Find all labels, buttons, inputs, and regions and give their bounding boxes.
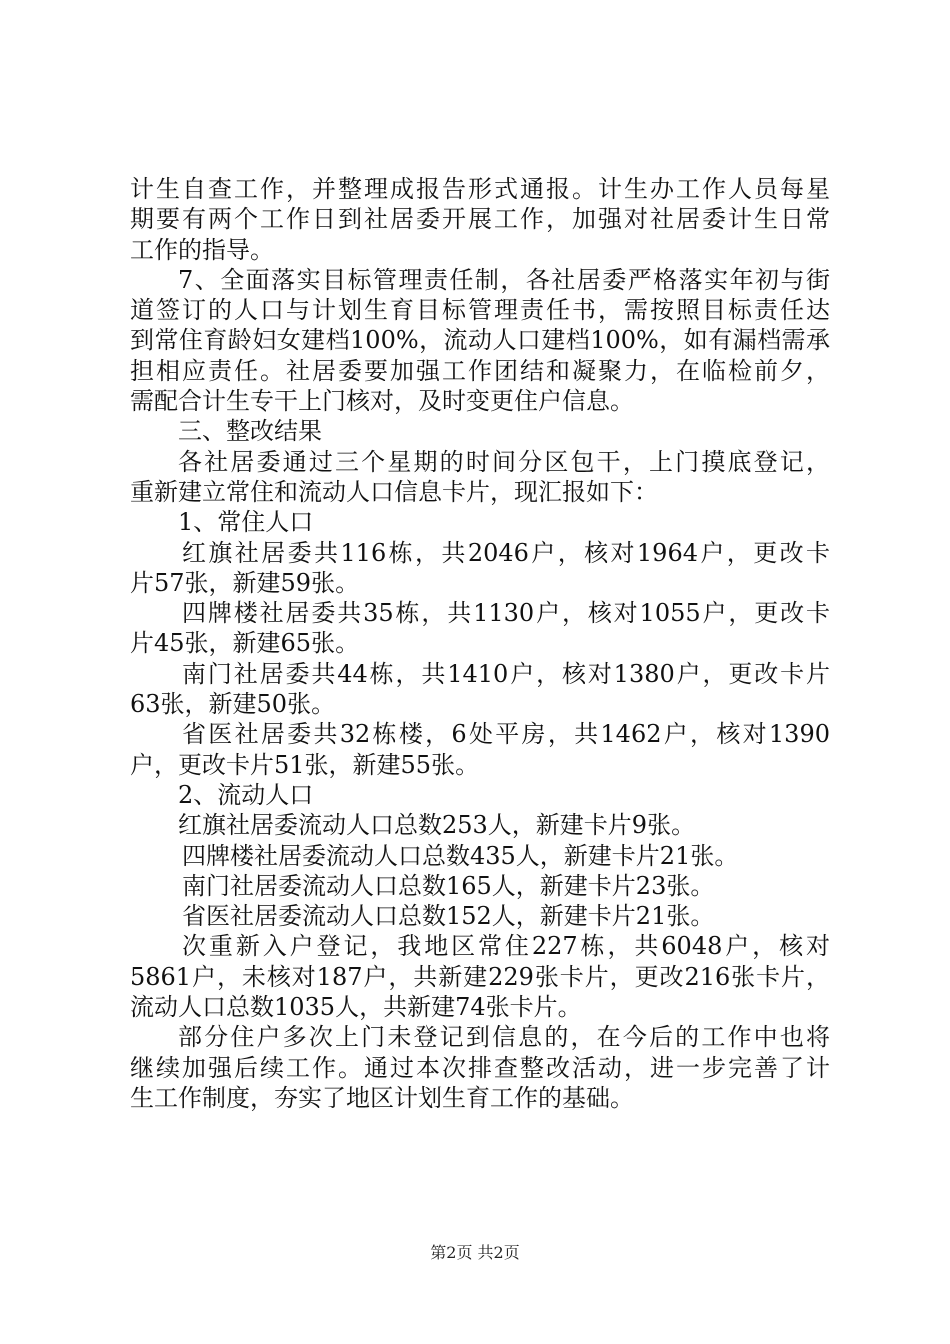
text-line: 到常住育龄妇女建档100%，流动人口建档100%，如有漏档需承: [130, 326, 830, 355]
text-line: 继续加强后续工作。通过本次排查整改活动，进一步完善了计: [130, 1053, 830, 1082]
text-line: 红旗社居委流动人口总数253人，新建卡片9张。: [178, 811, 696, 840]
text-line: 担相应责任。社居委要加强工作团结和凝聚力，在临检前夕，: [130, 356, 830, 385]
text-line: 计生自查工作，并整理成报告形式通报。计生办工作人员每星: [130, 175, 830, 203]
text-line: 工作的指导。: [130, 235, 274, 264]
text-line: 重新建立常住和流动人口信息卡片，现汇报如下：: [130, 477, 658, 506]
text-line: 各社居委通过三个星期的时间分区包干，上门摸底登记，: [178, 447, 830, 476]
subsection-heading: 2、流动人口: [178, 780, 314, 809]
section-heading: 三、整改结果: [178, 417, 322, 446]
text-line: 四牌楼社居委共35栋，共1130户，核对1055户，更改卡: [182, 599, 830, 628]
text-line: 63张，新建50张。: [130, 690, 336, 719]
text-line: 片57张，新建59张。: [130, 568, 360, 597]
text-line: 片45张，新建65张。: [130, 629, 360, 658]
text-line: 南门社居委流动人口总数165人，新建卡片23张。: [182, 871, 715, 900]
text-line: 南门社居委共44栋，共1410户，核对1380户，更改卡片: [182, 659, 830, 688]
text-line: 户，更改卡片51张，新建55张。: [130, 750, 480, 779]
text-line: 省医社居委流动人口总数152人，新建卡片21张。: [182, 902, 715, 931]
text-line: 需配合计生专干上门核对，及时变更住户信息。: [130, 387, 634, 416]
page-number-footer: 第2页 共2页: [430, 1243, 520, 1262]
text-line: 5861户，未核对187户，共新建229张卡片，更改216张卡片，: [130, 962, 830, 991]
text-line: 红旗社居委共116栋，共2046户，核对1964户，更改卡: [182, 538, 830, 567]
text-line: 次重新入户登记，我地区常住227栋，共6048户，核对: [182, 932, 830, 961]
subsection-heading: 1、常住人口: [178, 508, 314, 537]
text-line: 7、全面落实目标管理责任制，各社居委严格落实年初与街: [178, 265, 830, 294]
text-line: 期要有两个工作日到社居委开展工作，加强对社居委计生日常: [130, 205, 830, 234]
text-line: 道签订的人口与计划生育目标管理责任书，需按照目标责任达: [130, 296, 830, 325]
text-line: 省医社居委共32栋楼，6处平房，共1462户，核对1390: [182, 720, 830, 749]
document-body: [130, 174, 830, 1113]
text-line: 部分住户多次上门未登记到信息的，在今后的工作中也将: [178, 1023, 830, 1052]
text-line: 流动人口总数1035人，共新建74张卡片。: [130, 993, 582, 1022]
text-line: 生工作制度，夯实了地区计划生育工作的基础。: [130, 1083, 634, 1112]
text-line: 四牌楼社居委流动人口总数435人，新建卡片21张。: [182, 841, 739, 870]
